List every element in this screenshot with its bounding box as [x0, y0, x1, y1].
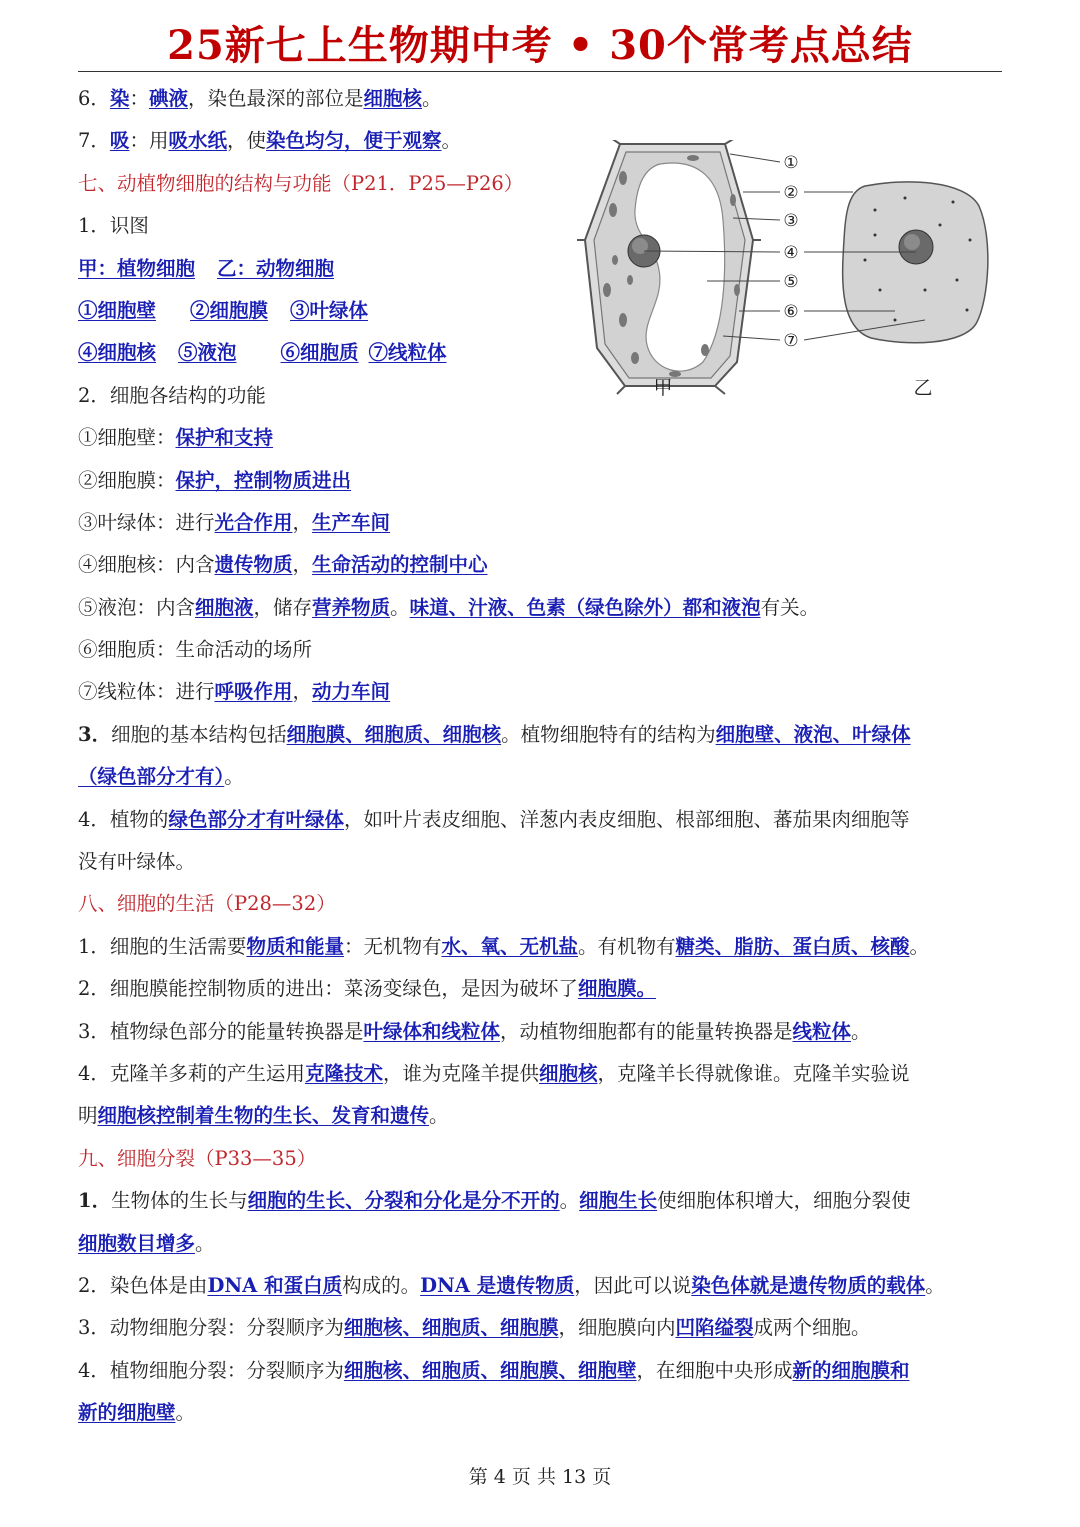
answer: 生命活动的控制中心 [312, 553, 488, 577]
answer: 水、氧、无机盐 [441, 934, 578, 958]
section-7-heading: 七、动植物细胞的结构与功能（P21．P25—P26） [78, 171, 524, 195]
func-vacuole: ⑤液泡：内含细胞液，储存营养物质。味道、汁液、色素（绿色除外）都和液泡有关。 [78, 595, 820, 619]
label-1: ① [783, 153, 799, 173]
title-separator: • [552, 22, 610, 69]
s9-point-1: 1．生物体的生长与细胞的生长、分裂和分化是分不开的。细胞生长使细胞体积增大，细胞分裂使 [78, 1189, 911, 1213]
answer: 细胞壁、液泡、叶绿体 [715, 722, 911, 746]
answer: ④细胞核 [78, 341, 157, 365]
answer: 碘液 [148, 87, 188, 110]
answer: 细胞数目增多 [78, 1231, 196, 1255]
answer: 吸 [109, 129, 130, 153]
s7-item-1: 1．识图 [78, 214, 149, 238]
s8-point-4: 4．克隆羊多莉的产生运用克隆技术，谁为克隆羊提供细胞核，克隆羊长得就像谁。克隆羊实验说 [78, 1061, 910, 1085]
answer: 动力车间 [312, 680, 391, 704]
section-9-heading: 九、细胞分裂（P33—35） [78, 1146, 317, 1170]
answer: 染色体就是遗传物质的载体 [691, 1273, 926, 1297]
s9-point-3: 3．动物细胞分裂：分裂顺序为细胞核、细胞质、细胞膜，细胞膜向内凹陷缢裂成两个细胞。 [78, 1316, 871, 1340]
s9-point-4-cont: 新的细胞壁。 [78, 1401, 196, 1425]
s8-point-2: 2．细胞膜能控制物质的进出：菜汤变绿色，是因为破坏了细胞膜。 [78, 977, 656, 1001]
s7-point-4: 4．植物的绿色部分才有叶绿体，如叶片表皮细胞、洋葱内表皮细胞、根部细胞、蕃茄果肉细胞等 [78, 807, 910, 831]
answer: 细胞液 [195, 595, 254, 619]
answer: 营养物质 [312, 595, 391, 619]
answer: 细胞核、细胞质、细胞膜、细胞壁 [343, 1358, 637, 1382]
answer: ⑦线粒体 [368, 341, 447, 365]
answer: 保护，控制物质进出 [175, 468, 352, 492]
answer: 细胞核 [363, 87, 422, 110]
answer: 细胞核 [538, 1061, 598, 1085]
label-3: ③ [783, 211, 799, 231]
s7-point-4-cont: 没有叶绿体。 [78, 850, 196, 874]
answer: 甲：植物细胞 [78, 256, 196, 280]
answer: 凹陷缢裂 [675, 1316, 754, 1340]
func-cell-membrane: ②细胞膜：保护，控制物质进出 [78, 468, 352, 492]
answer: ③叶绿体 [290, 298, 369, 322]
answer: 物质和能量 [246, 934, 344, 958]
answer: ②细胞膜 [190, 298, 269, 322]
label-7: ⑦ [783, 331, 799, 351]
section-8-heading: 八、细胞的生活（P28—32） [78, 892, 336, 916]
answer: DNA 是遗传物质 [420, 1273, 575, 1297]
func-mitochondria: ⑦线粒体：进行呼吸作用，动力车间 [78, 680, 391, 704]
answer: 光合作用 [214, 510, 293, 534]
item-7-absorb: 7．吸：用吸水纸，使染色均匀，便于观察。 [78, 129, 462, 153]
title-part-1: 25新七上生物期中考 [167, 22, 553, 69]
page-footer: 第 4 页 共 13 页 [468, 1466, 612, 1488]
answer: ⑥细胞质 [280, 341, 359, 365]
title-rule [78, 71, 1002, 72]
s8-point-1: 1．细胞的生活需要物质和能量：无机物有水、氧、无机盐。有机物有糖类、脂肪、蛋白质、核酸。 [78, 934, 930, 958]
answer: DNA 和蛋白质 [207, 1273, 343, 1297]
answer: 细胞膜。 [577, 977, 656, 1001]
answer: ⑤液泡 [178, 341, 237, 365]
answer: 呼吸作用 [214, 680, 293, 704]
title-part-2: 30个常考点总结 [609, 22, 913, 69]
answer: 新的细胞膜和 [792, 1358, 910, 1382]
answer: 生产车间 [312, 510, 391, 534]
answer: 细胞核控制着生物的生长、发育和遗传 [97, 1104, 430, 1128]
answer: 细胞膜、细胞质、细胞核 [286, 722, 502, 746]
answer: 线粒体 [792, 1019, 851, 1043]
s7-point-3-cont: （绿色部分才有）。 [78, 765, 244, 789]
s7-item-2: 2．细胞各结构的功能 [78, 383, 266, 407]
s9-point-4: 4．植物细胞分裂：分裂顺序为细胞核、细胞质、细胞膜、细胞壁，在细胞中央形成新的细胞膜和 [78, 1358, 910, 1382]
label-4: ④ [783, 243, 799, 263]
page-title [0, 14, 1080, 71]
s8-point-4-cont: 明细胞核控制着生物的生长、发育和遗传。 [78, 1104, 449, 1128]
answer: 遗传物质 [214, 553, 293, 577]
answer: 乙：动物细胞 [217, 256, 335, 280]
answer: 味道、汁液、色素（绿色除外）都和液泡 [409, 595, 761, 619]
answer: 绿色部分才有叶绿体 [168, 807, 344, 831]
label-2: ② [783, 183, 799, 203]
label-jia: 甲 [653, 377, 673, 399]
item-6-stain: 6．染：碘液，染色最深的部位是细胞核。 [78, 87, 442, 110]
func-cytoplasm: ⑥细胞质：生命活动的场所 [78, 638, 313, 662]
s8-point-3: 3．植物绿色部分的能量转换器是叶绿体和线粒体，动植物细胞都有的能量转换器是线粒体。 [78, 1019, 871, 1043]
answer: 染 [109, 87, 130, 110]
label-yi: 乙 [913, 377, 933, 399]
s7-point-3: 3．细胞的基本结构包括细胞膜、细胞质、细胞核。植物细胞特有的结构为细胞壁、液泡、叶绿体 [78, 722, 911, 746]
func-nucleus: ④细胞核：内含遗传物质，生命活动的控制中心 [78, 553, 488, 577]
answer: 吸水纸 [168, 129, 227, 153]
answer: （绿色部分才有） [78, 765, 225, 789]
answer: 细胞核、细胞质、细胞膜 [343, 1316, 559, 1340]
label-6: ⑥ [783, 302, 799, 322]
s9-point-1-cont: 细胞数目增多。 [78, 1231, 215, 1255]
answer: 叶绿体和线粒体 [363, 1019, 500, 1043]
answer: 糖类、脂肪、蛋白质、核酸 [675, 934, 910, 958]
answer: 细胞生长 [579, 1189, 658, 1213]
label-5: ⑤ [783, 272, 799, 292]
answer: ①细胞壁 [78, 298, 157, 322]
answer: 染色均匀，便于观察 [265, 129, 442, 153]
s9-point-2: 2．染色体是由DNA 和蛋白质构成的。DNA 是遗传物质，因此可以说染色体就是遗传物质的载体。 [78, 1273, 945, 1297]
cell-diagram [575, 140, 1000, 405]
part-labels [783, 153, 798, 351]
answer: 细胞的生长、分裂和分化是分不开的 [247, 1189, 560, 1213]
answer: 保护和支持 [175, 426, 274, 450]
answer: 新的细胞壁 [78, 1401, 176, 1425]
cell-diagram-svg [575, 140, 1000, 405]
answer: 克隆技术 [304, 1061, 383, 1085]
func-cell-wall: ①细胞壁：保护和支持 [78, 426, 274, 450]
func-chloroplast: ③叶绿体：进行光合作用，生产车间 [78, 510, 391, 534]
